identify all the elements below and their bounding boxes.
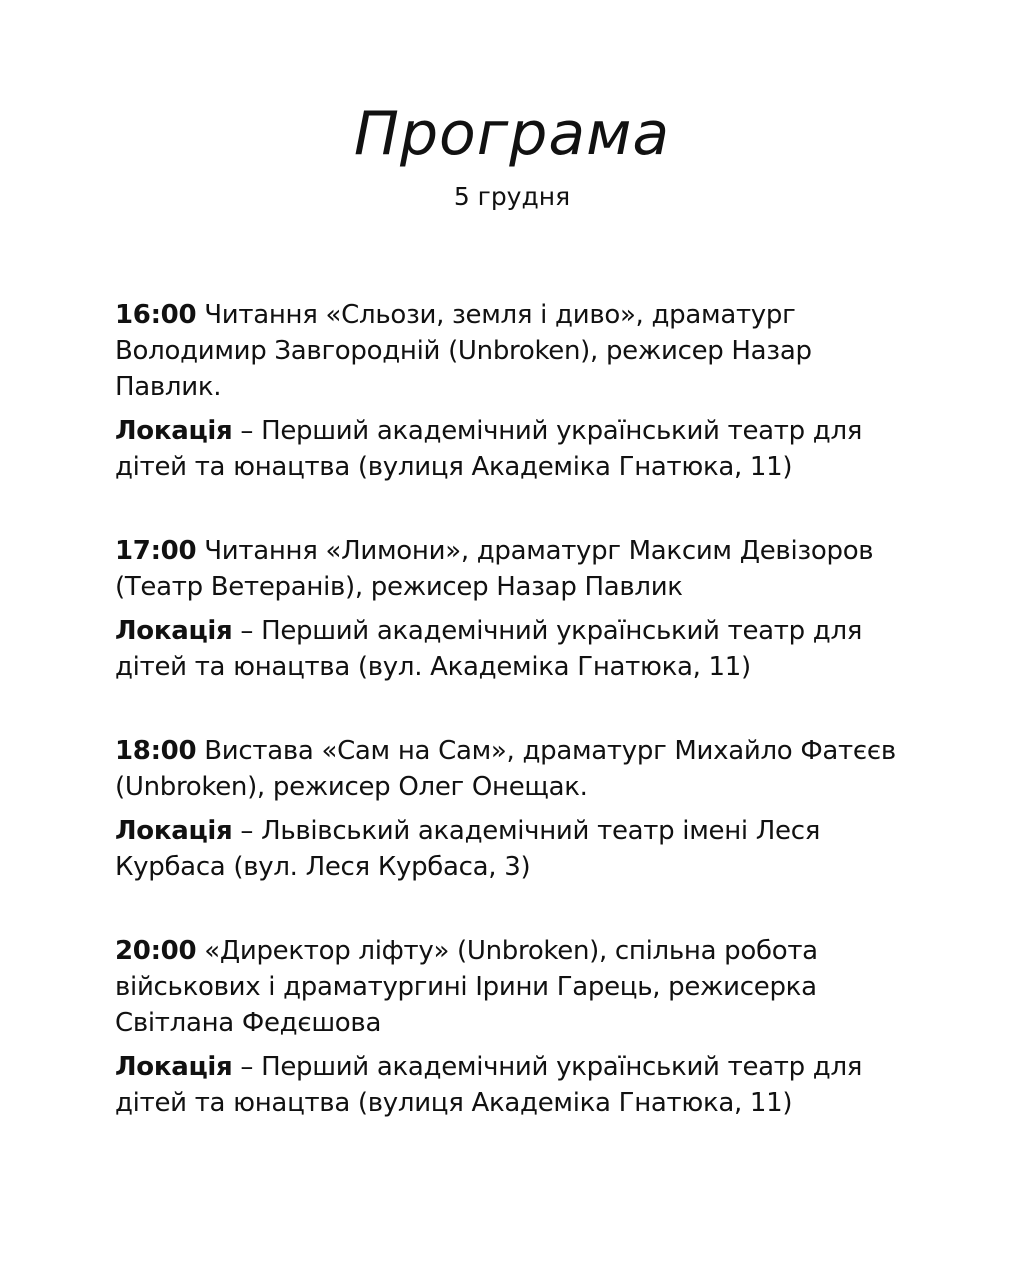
location-label: Локація — [115, 816, 233, 846]
event-time: 18:00 — [115, 736, 197, 766]
event-location-line — [115, 813, 915, 885]
program-event — [115, 533, 915, 685]
event-time: 16:00 — [115, 300, 197, 330]
event-location-line — [115, 1049, 915, 1121]
program-date: 5 грудня — [453, 182, 571, 211]
event-description: Вистава «Сам на Сам», драматург Михайло Фатєєв (Unbroken), режисер Олег Онещак. — [115, 736, 896, 802]
program-event — [115, 733, 915, 885]
location-text: – Перший академічний український театр для дітей та юнацтва (вулиця Академіка Гнатюка, 11) — [115, 1052, 863, 1118]
location-text: – Львівський академічний театр імені Леся Курбаса (вул. Леся Курбаса, 3) — [115, 816, 821, 882]
event-time: 17:00 — [115, 536, 197, 566]
event-description: «Директор ліфту» (Unbroken), спільна робота військових і драматургині Ірини Гарець, режисерка Світлана Федєшова — [115, 936, 818, 1038]
location-label: Локація — [115, 1052, 233, 1082]
location-label: Локація — [115, 616, 233, 646]
program-event — [115, 933, 915, 1121]
event-description-line — [115, 733, 915, 805]
event-location-line — [115, 613, 915, 685]
event-description: Читання «Сльози, земля і диво», драматург Володимир Завгородній (Unbroken), режисер Назар Павлик. — [115, 300, 812, 402]
program-event — [115, 297, 915, 485]
event-description-line — [115, 533, 915, 605]
location-label: Локація — [115, 416, 233, 446]
event-description-line — [115, 297, 915, 405]
event-time: 20:00 — [115, 936, 197, 966]
event-description: Читання «Лимони», драматург Максим Девізоров (Театр Ветеранів), режисер Назар Павлик — [115, 536, 874, 602]
location-text: – Перший академічний український театр для дітей та юнацтва (вулиця Академіка Гнатюка, 11) — [115, 416, 863, 482]
location-text: – Перший академічний український театр для дітей та юнацтва (вул. Академіка Гнатюка, 11) — [115, 616, 863, 682]
event-location-line — [115, 413, 915, 485]
event-description-line — [115, 933, 915, 1041]
page-title: Програма — [353, 99, 671, 169]
